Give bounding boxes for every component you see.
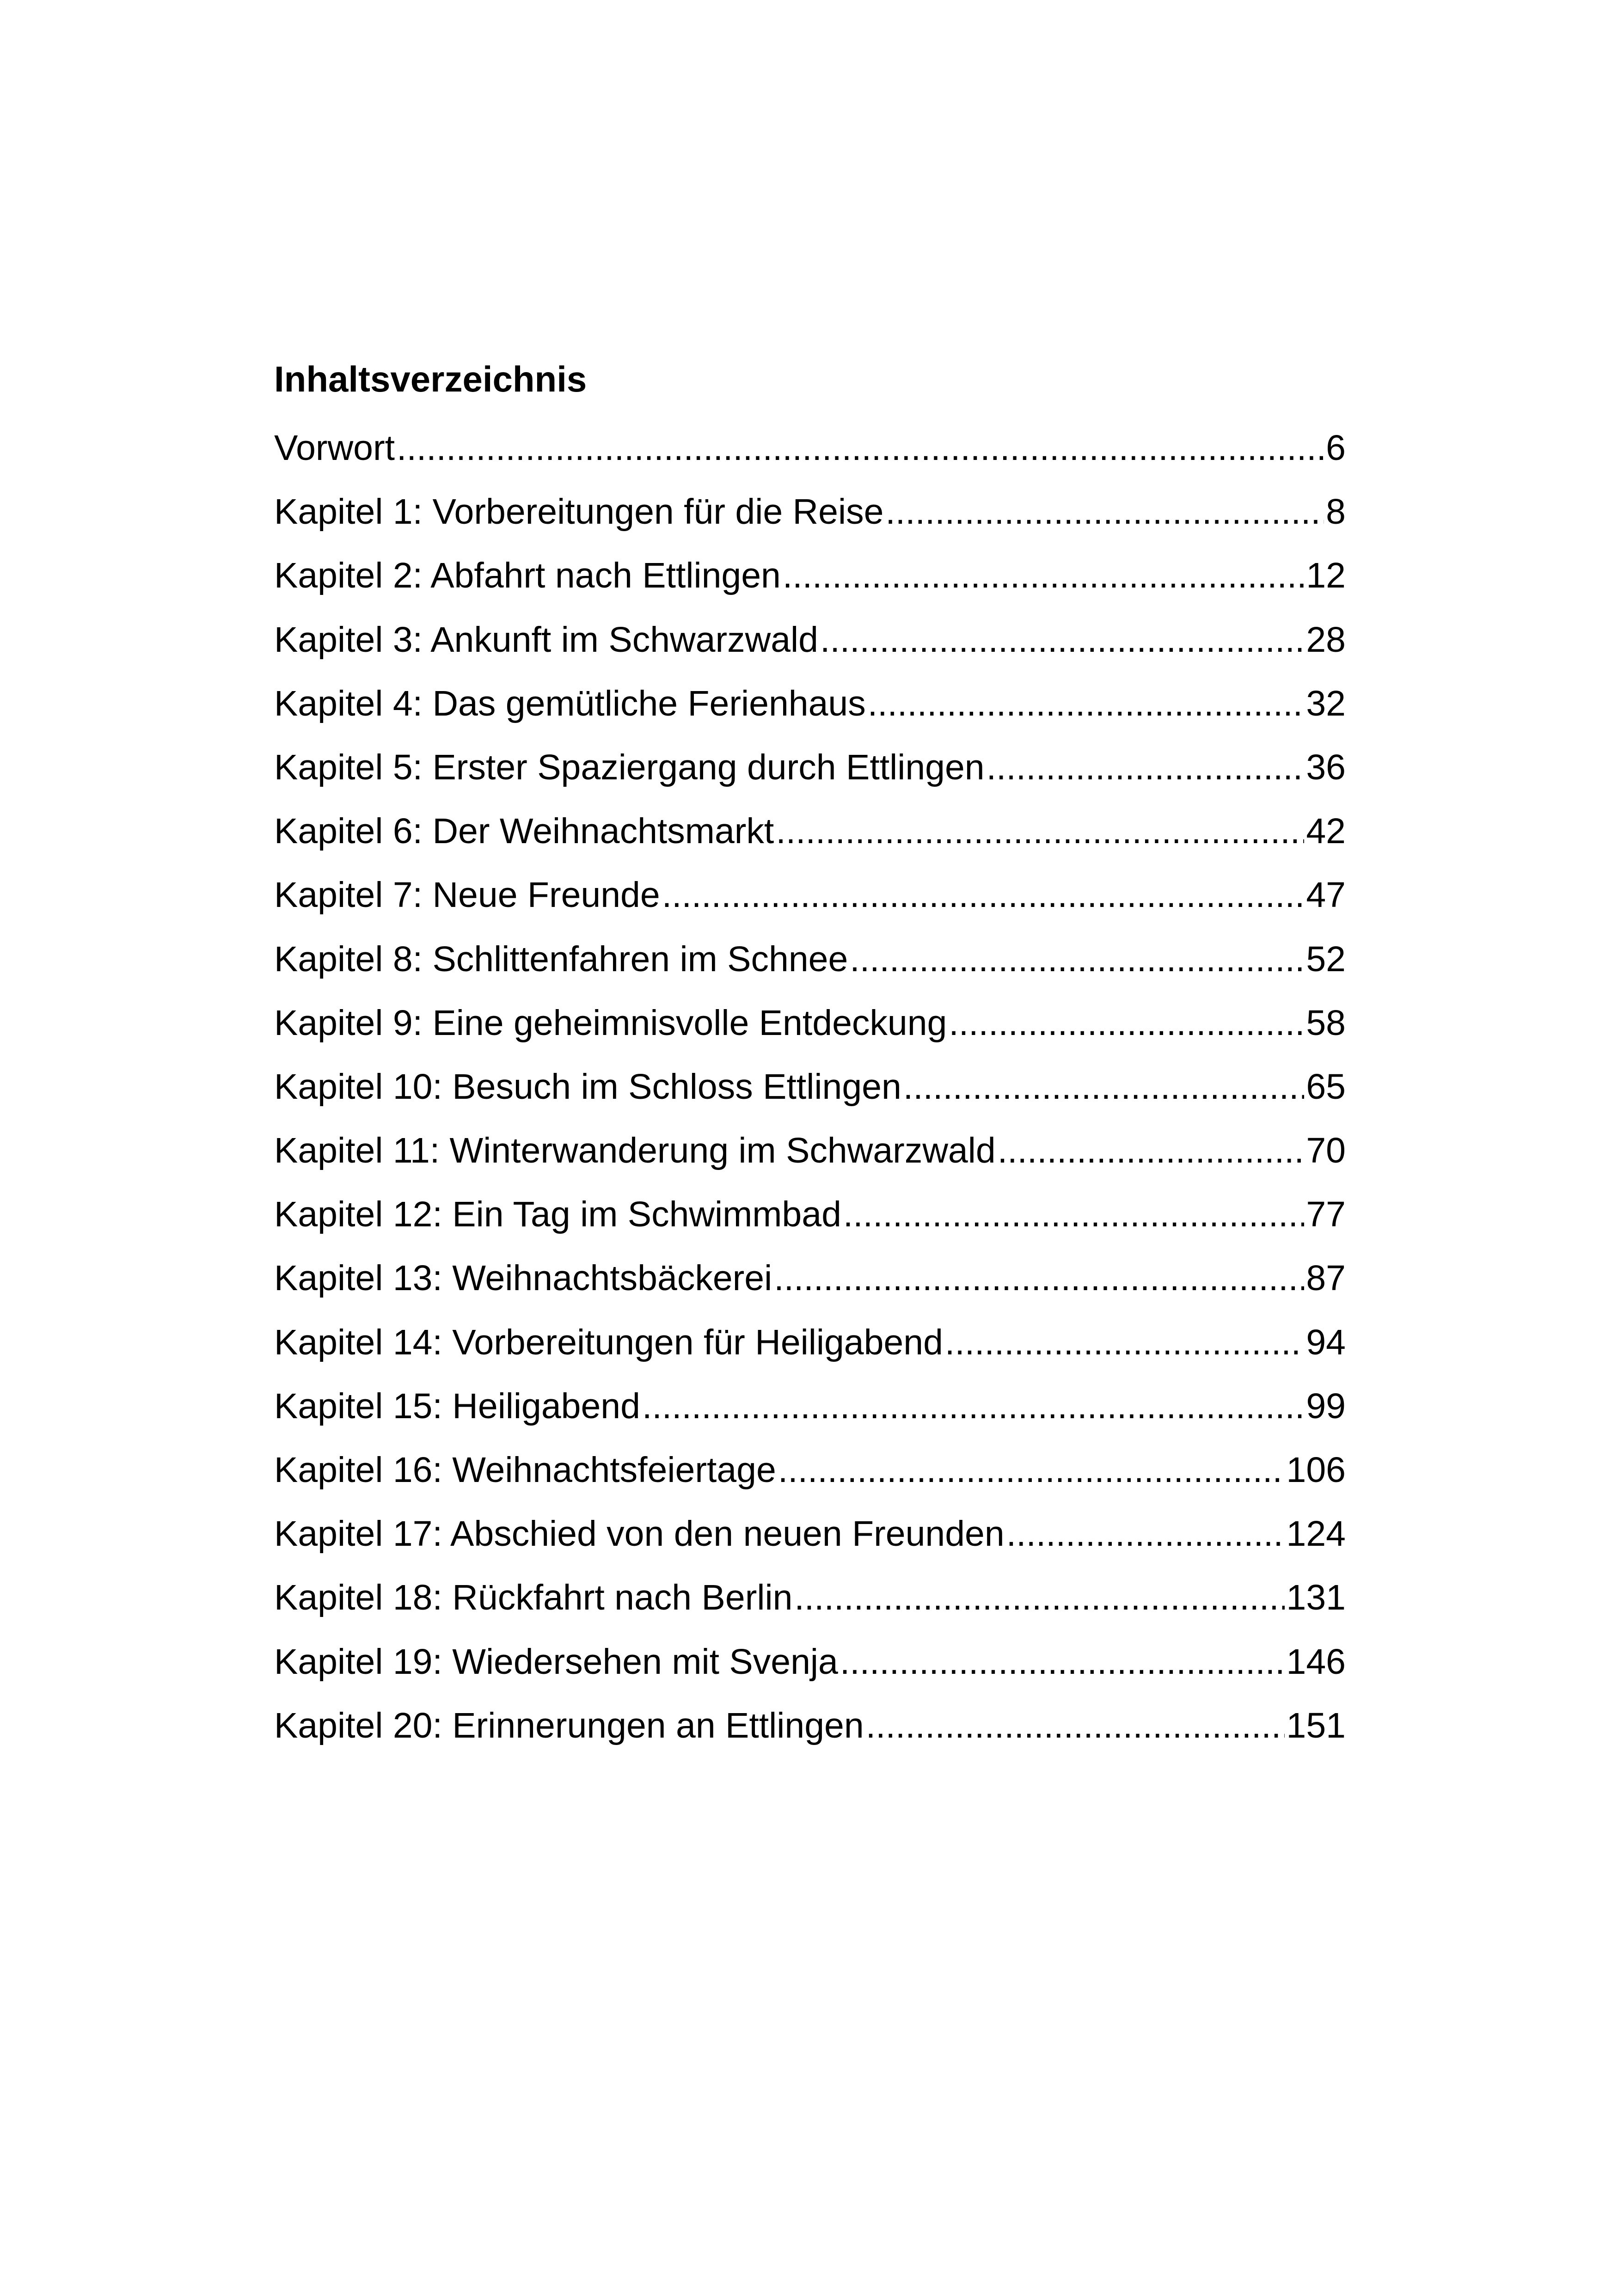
toc-entry-page-number: 106 [1286, 1450, 1346, 1490]
toc-entry [274, 1694, 1346, 1757]
toc-entry-page-number: 146 [1286, 1641, 1346, 1682]
toc-entry-page-number: 87 [1306, 1258, 1346, 1298]
toc-dot-leader [903, 1055, 1305, 1119]
toc-entry [274, 735, 1346, 799]
toc-entry [274, 672, 1346, 735]
toc-entry-title: Kapitel 17: Abschied von den neuen Freunden [274, 1514, 1005, 1554]
toc-entry [274, 544, 1346, 607]
toc-dot-leader [662, 863, 1305, 927]
toc-entry-title: Kapitel 8: Schlittenfahren im Schnee [274, 939, 848, 979]
table-of-contents [274, 342, 1346, 1757]
toc-entry-page-number: 94 [1306, 1322, 1346, 1362]
toc-entry [274, 1182, 1346, 1246]
toc-entry [274, 416, 1346, 480]
toc-dot-leader [776, 799, 1304, 863]
toc-entry-page-number: 131 [1286, 1578, 1346, 1618]
toc-entry [274, 608, 1346, 672]
toc-entry-page-number: 28 [1306, 619, 1346, 660]
toc-dot-leader [778, 1438, 1285, 1502]
toc-entry [274, 1310, 1346, 1374]
toc-entry [274, 927, 1346, 991]
toc-entry [274, 1438, 1346, 1502]
toc-entry [274, 1630, 1346, 1694]
toc-entry-title: Kapitel 19: Wiedersehen mit Svenja [274, 1641, 838, 1682]
toc-entry-page-number: 47 [1306, 875, 1346, 915]
toc-entry-title: Kapitel 4: Das gemütliche Ferienhaus [274, 683, 866, 723]
toc-dot-leader [866, 1694, 1285, 1757]
toc-entry-title: Kapitel 12: Ein Tag im Schwimmbad [274, 1194, 841, 1235]
toc-entry [274, 1246, 1346, 1310]
toc-entry [274, 1374, 1346, 1438]
toc-entry-page-number: 65 [1306, 1066, 1346, 1107]
toc-dot-leader [774, 1246, 1304, 1310]
toc-entry [274, 480, 1346, 544]
toc-entry-title: Kapitel 6: Der Weihnachtsmarkt [274, 811, 774, 851]
toc-entry [274, 799, 1346, 863]
toc-entry-title: Kapitel 10: Besuch im Schloss Ettlingen [274, 1066, 901, 1107]
toc-entry-title: Kapitel 20: Erinnerungen an Ettlingen [274, 1705, 864, 1745]
toc-entry-page-number: 70 [1306, 1131, 1346, 1171]
toc-entry-page-number: 36 [1306, 747, 1346, 787]
toc-entry-title: Kapitel 2: Abfahrt nach Ettlingen [274, 556, 781, 596]
toc-entry-title: Kapitel 7: Neue Freunde [274, 875, 660, 915]
toc-heading: Inhaltsverzeichnis [274, 359, 587, 399]
toc-entry-title: Kapitel 13: Weihnachtsbäckerei [274, 1258, 772, 1298]
toc-dot-leader [642, 1374, 1304, 1438]
toc-entry-title: Kapitel 11: Winterwanderung im Schwarzwald [274, 1131, 996, 1171]
toc-dot-leader [1006, 1502, 1285, 1566]
toc-dot-leader [998, 1119, 1305, 1182]
toc-entry-page-number: 42 [1306, 811, 1346, 851]
toc-entry-title: Kapitel 18: Rückfahrt nach Berlin [274, 1578, 793, 1618]
toc-entry-title: Kapitel 9: Eine geheimnisvolle Entdeckung [274, 1003, 947, 1043]
toc-dot-leader [794, 1566, 1284, 1629]
toc-entry-page-number: 52 [1306, 939, 1346, 979]
toc-dot-leader [885, 480, 1324, 544]
toc-entry-page-number: 151 [1286, 1705, 1346, 1745]
toc-dot-leader [868, 672, 1305, 735]
toc-entry-title: Kapitel 16: Weihnachtsfeiertage [274, 1450, 776, 1490]
toc-entry [274, 1055, 1346, 1119]
toc-entry [274, 1566, 1346, 1629]
toc-dot-leader [949, 991, 1304, 1055]
toc-dot-leader [820, 608, 1304, 672]
toc-entry-page-number: 124 [1286, 1514, 1346, 1554]
toc-entry-title: Kapitel 14: Vorbereitungen für Heiligabend [274, 1322, 943, 1362]
toc-entry-page-number: 6 [1326, 428, 1346, 468]
toc-entry-title: Kapitel 5: Erster Spaziergang durch Ettlingen [274, 747, 985, 787]
toc-entry-page-number: 99 [1306, 1386, 1346, 1426]
toc-entry-list [274, 416, 1346, 1757]
toc-entry-title: Kapitel 15: Heiligabend [274, 1386, 640, 1426]
toc-dot-leader [987, 735, 1305, 799]
toc-dot-leader [397, 416, 1324, 480]
toc-entry-page-number: 32 [1306, 683, 1346, 723]
toc-entry-title: Kapitel 3: Ankunft im Schwarzwald [274, 619, 818, 660]
toc-entry [274, 991, 1346, 1055]
toc-entry-title: Vorwort [274, 428, 395, 468]
toc-dot-leader [783, 544, 1304, 607]
toc-entry-title: Kapitel 1: Vorbereitungen für die Reise [274, 492, 884, 532]
toc-entry-page-number: 77 [1306, 1194, 1346, 1235]
toc-entry-page-number: 58 [1306, 1003, 1346, 1043]
toc-dot-leader [850, 927, 1304, 991]
toc-entry-page-number: 8 [1326, 492, 1346, 532]
toc-dot-leader [840, 1630, 1285, 1694]
toc-dot-leader [843, 1182, 1304, 1246]
toc-entry [274, 863, 1346, 927]
toc-entry-page-number: 12 [1306, 556, 1346, 596]
toc-entry [274, 1119, 1346, 1182]
toc-entry [274, 1502, 1346, 1566]
toc-dot-leader [945, 1310, 1304, 1374]
